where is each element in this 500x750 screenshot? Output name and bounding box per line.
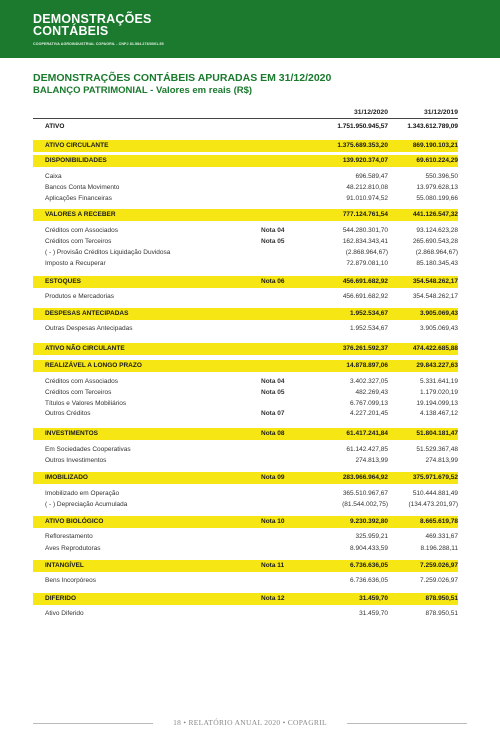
table-row — [33, 608, 458, 620]
row-value-2020: 48.212.810,08 — [346, 184, 388, 191]
row-value-2020: 777.124.761,54 — [342, 211, 388, 218]
column-header-2020: 31/12/2020 — [353, 109, 388, 116]
header-rule — [33, 118, 458, 119]
row-value-2020: 72.879.081,10 — [346, 260, 388, 267]
row-label: Créditos com Associados — [45, 227, 118, 234]
row-value-2020: (2.868.964,67) — [345, 249, 388, 256]
row-value-2019: 375.971.679,52 — [412, 474, 458, 481]
table-row — [33, 516, 458, 528]
row-label: DISPONIBILIDADES — [45, 157, 107, 164]
row-value-2020: 1.952.534,67 — [350, 325, 388, 332]
table-row — [33, 193, 458, 205]
row-note: Nota 05 — [261, 389, 285, 396]
table-row — [33, 543, 458, 555]
row-note: Nota 11 — [261, 562, 285, 569]
row-value-2020: 9.230.392,80 — [350, 518, 388, 525]
table-row — [33, 455, 458, 467]
row-value-2019: 878.950,51 — [425, 595, 458, 602]
row-value-2019: 1.179.020,19 — [420, 389, 458, 396]
row-label: VALORES A RECEBER — [45, 211, 116, 218]
row-value-2019: 3.905.069,43 — [420, 310, 458, 317]
row-label: Bens Incorpóreos — [45, 577, 96, 584]
table-row — [33, 291, 458, 303]
row-note: Nota 04 — [261, 378, 285, 385]
row-label: DESPESAS ANTECIPADAS — [45, 310, 129, 317]
table-row — [33, 140, 458, 152]
row-value-2019: 13.979.628,13 — [416, 184, 458, 191]
row-value-2020: 8.904.433,59 — [350, 545, 388, 552]
table-row — [33, 560, 458, 572]
row-label: Caixa — [45, 173, 62, 180]
row-value-2019: 93.124.623,28 — [416, 227, 458, 234]
row-value-2019: (2.868.964,67) — [415, 249, 458, 256]
table-row — [33, 499, 458, 511]
row-label: DIFERIDO — [45, 595, 77, 602]
row-value-2019: 469.331,67 — [425, 533, 458, 540]
row-value-2020: 6.736.636,05 — [350, 577, 388, 584]
row-note: Nota 05 — [261, 238, 285, 245]
row-value-2019: 51.529.367,48 — [416, 446, 458, 453]
row-value-2019: 51.804.181,47 — [416, 430, 458, 437]
table-row — [33, 121, 458, 133]
row-value-2020: 482.269,43 — [355, 389, 388, 396]
row-value-2020: 31.459,70 — [359, 610, 388, 617]
row-label: ATIVO NÃO CIRCULANTE — [45, 345, 125, 352]
row-label: ( - ) Provisão Créditos Liquidação Duvidosa — [45, 249, 171, 256]
table-row — [33, 472, 458, 484]
row-label: Em Sociedades Cooperativas — [45, 446, 131, 453]
row-value-2020: 61.142.427,85 — [346, 446, 388, 453]
row-label: Títulos e Valores Mobiliários — [45, 400, 127, 407]
document-title: DEMONSTRAÇÕES CONTÁBEIS APURADAS EM 31/12/2020 — [33, 72, 332, 84]
row-value-2020: 325.959,21 — [355, 533, 388, 540]
row-note: Nota 08 — [261, 430, 285, 437]
row-value-2020: 274.813,99 — [355, 457, 388, 464]
row-value-2019: 29.843.227,63 — [416, 362, 458, 369]
row-value-2019: 354.548.262,17 — [412, 293, 458, 300]
table-row — [33, 593, 458, 605]
row-note: Nota 10 — [261, 518, 285, 525]
table-row — [33, 209, 458, 221]
row-label: Imposto a Recuperar — [45, 260, 106, 267]
row-value-2020: 162.834.343,41 — [342, 238, 388, 245]
row-value-2019: 510.444.881,49 — [412, 490, 458, 497]
row-value-2020: 365.510.967,67 — [342, 490, 388, 497]
row-note: Nota 04 — [261, 227, 285, 234]
row-label: ESTOQUES — [45, 278, 82, 285]
row-label: ATIVO CIRCULANTE — [45, 142, 109, 149]
table-row — [33, 343, 458, 355]
row-value-2020: 3.402.327,05 — [350, 378, 388, 385]
row-label: ATIVO — [45, 123, 65, 130]
row-value-2019: 8.665.619,78 — [420, 518, 458, 525]
row-value-2019: 1.343.612.789,09 — [407, 123, 458, 130]
table-row — [33, 531, 458, 543]
row-label: Outros Investimentos — [45, 457, 107, 464]
row-value-2020: 456.691.682,92 — [342, 278, 388, 285]
column-header-2019: 31/12/2019 — [423, 109, 458, 116]
row-value-2019: 869.190.103,21 — [412, 142, 458, 149]
row-value-2020: 61.417.241,84 — [346, 430, 388, 437]
row-label: Imobilizado em Operação — [45, 490, 120, 497]
row-label: Outras Despesas Antecipadas — [45, 325, 133, 332]
row-value-2019: 5.331.641,19 — [420, 378, 458, 385]
row-value-2019: 7.259.026,97 — [420, 577, 458, 584]
row-label: Ativo Diferido — [45, 610, 84, 617]
row-value-2020: 376.261.592,37 — [342, 345, 388, 352]
document-subtitle: BALANÇO PATRIMONIAL - Valores em reais (R$) — [33, 85, 253, 96]
table-row — [33, 258, 458, 270]
row-label: Reflorestamento — [45, 533, 93, 540]
row-label: ATIVO BIOLÓGICO — [45, 518, 104, 525]
row-value-2020: 1.375.689.353,20 — [337, 142, 388, 149]
row-value-2020: 4.227.201,45 — [350, 410, 388, 417]
row-value-2019: 69.610.224,29 — [416, 157, 458, 164]
section-title-line2: CONTÁBEIS — [33, 24, 109, 38]
row-label: INTANGÍVEL — [45, 562, 84, 569]
row-value-2019: 274.813,99 — [425, 457, 458, 464]
row-value-2019: (134.473.201,97) — [408, 501, 458, 508]
company-line: COOPERATIVA AGROINDUSTRIAL COPAGRIL - CNPJ 81.584.278/0001-55 — [33, 42, 164, 46]
row-note: Nota 07 — [261, 410, 285, 417]
table-row — [33, 360, 458, 372]
section-title — [33, 13, 152, 37]
header-banner — [0, 0, 500, 58]
row-label: ( - ) Depreciação Acumulada — [45, 501, 128, 508]
row-value-2020: 14.878.897,06 — [346, 362, 388, 369]
page-footer — [0, 718, 500, 727]
row-value-2019: 19.194.099,13 — [416, 400, 458, 407]
row-value-2020: 91.010.974,52 — [346, 195, 388, 202]
row-note: Nota 12 — [261, 595, 285, 602]
row-note: Nota 09 — [261, 474, 285, 481]
row-label: Créditos com Terceiros — [45, 238, 112, 245]
footer-label: 18 • RELATÓRIO ANUAL 2020 • COPAGRIL — [168, 718, 332, 727]
table-row — [33, 308, 458, 320]
row-value-2020: 31.459,70 — [359, 595, 388, 602]
row-value-2019: 474.422.685,88 — [412, 345, 458, 352]
row-value-2019: 85.180.345,43 — [416, 260, 458, 267]
row-value-2020: 139.920.374,07 — [342, 157, 388, 164]
row-value-2020: 456.691.682,92 — [342, 293, 388, 300]
row-note: Nota 06 — [261, 278, 285, 285]
row-value-2020: 696.589,47 — [355, 173, 388, 180]
row-value-2019: 265.690.543,28 — [412, 238, 458, 245]
row-value-2020: 6.767.099,13 — [350, 400, 388, 407]
row-label: INVESTIMENTOS — [45, 430, 98, 437]
row-value-2020: 283.966.964,92 — [342, 474, 388, 481]
row-label: Aplicações Financeiras — [45, 195, 112, 202]
row-label: REALIZÁVEL A LONGO PRAZO — [45, 362, 142, 369]
row-value-2019: 55.080.199,66 — [416, 195, 458, 202]
row-value-2019: 441.126.547,32 — [412, 211, 458, 218]
row-value-2019: 878.950,51 — [425, 610, 458, 617]
table-row — [33, 323, 458, 335]
row-value-2019: 8.196.288,11 — [420, 545, 458, 552]
row-value-2020: (81.544.002,75) — [342, 501, 388, 508]
row-value-2019: 354.548.262,17 — [412, 278, 458, 285]
row-label: Outros Créditos — [45, 410, 91, 417]
row-label: Bancos Conta Movimento — [45, 184, 120, 191]
section-title-line1: DEMONSTRAÇÕES — [33, 12, 152, 26]
table-row — [33, 408, 458, 420]
row-value-2020: 6.736.636,05 — [350, 562, 388, 569]
table-row — [33, 575, 458, 587]
row-value-2019: 3.905.069,43 — [420, 325, 458, 332]
row-value-2019: 4.138.467,12 — [420, 410, 458, 417]
row-label: Créditos com Associados — [45, 378, 118, 385]
table-row — [33, 276, 458, 288]
row-label: IMOBILIZADO — [45, 474, 88, 481]
row-value-2020: 1.751.950.945,57 — [337, 123, 388, 130]
table-row — [33, 155, 458, 167]
row-label: Produtos e Mercadorias — [45, 293, 115, 300]
table-row — [33, 428, 458, 440]
row-label: Aves Reprodutoras — [45, 545, 101, 552]
row-label: Créditos com Terceiros — [45, 389, 112, 396]
row-value-2020: 544.280.301,70 — [342, 227, 388, 234]
row-value-2019: 7.259.026,97 — [420, 562, 458, 569]
row-value-2019: 550.396,50 — [425, 173, 458, 180]
row-value-2020: 1.952.534,67 — [350, 310, 388, 317]
